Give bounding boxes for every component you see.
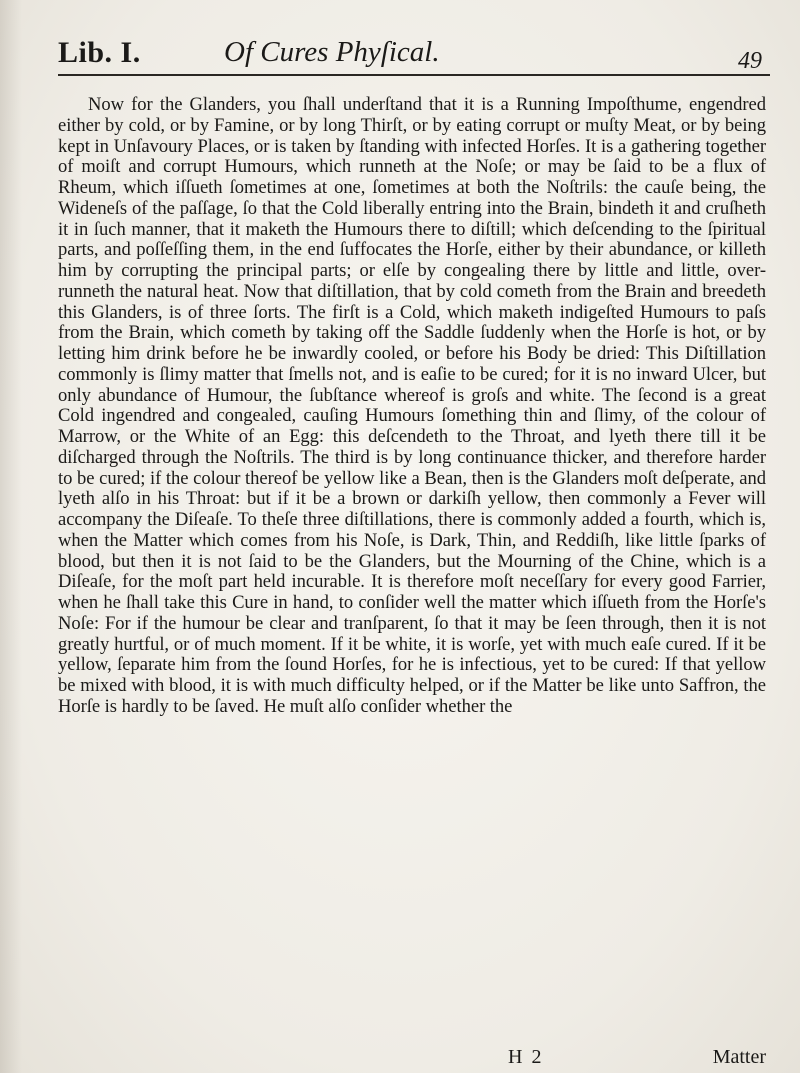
book-label: Lib. I.	[58, 36, 141, 69]
page-title: Of Cures Phyſical.	[224, 36, 440, 68]
page-footer	[58, 1046, 770, 1070]
signature-mark: H 2	[508, 1046, 544, 1068]
page-header	[58, 36, 770, 76]
header-rule	[58, 74, 770, 76]
page-number: 49	[738, 48, 762, 74]
body-paragraph: Now for the Glanders, you ſhall underſtand that it is a Running Impoſthume, engendred either by cold, or by Famine, or by long Thirſt, or by eating corrupt or muſty Meat, or by being kept in Unſavoury Places, or is taken by ſtanding with infected Horſes. It is a gathering together of moiſt and corrupt Humours, which runneth at the Noſe; or may be ſaid to be a flux of Rheum, which iſſueth ſometimes at one, ſometimes at both the Noſtrils: the cauſe being, the Wideneſs of the paſſage, ſo that the Cold liberally entring into the Brain, bindeth it and cruſheth it in ſuch manner, that it maketh the Humours there to diſtill; which deſcending to the ſpiritual parts, and poſſeſſing them, in the end ſuffocates the Horſe, either by their abundance, or killeth him by corrupting the principal parts; or elſe by congealing there by little and little, over-runneth the natural heat. Now that diſtillation, that by cold cometh from the Brain and breedeth this Glanders, is of three ſorts. The firſt is a Cold, which maketh indigeſted Humours to paſs from the Brain, which cometh by taking off the Saddle ſuddenly when the Horſe is hot, or by letting him drink before he be inwardly cooled, or before his Body be dried: This Diſtillation commonly is ſlimy matter that ſmells not, and is eaſie to be cured; for it is no inward Ulcer, but only abundance of Humour, the ſubſtance whereof is groſs and white. The ſecond is a great Cold ingendred and congealed, cauſing Humours ſomething thin and ſlimy, of the colour of Marrow, or the White of an Egg: this deſcendeth to the Throat, and lyeth there till it be diſcharged through the Noſtrils. The third is by long continuance thicker, and therefore harder to be cured; if the colour thereof be yellow like a Bean, then is the Glanders moſt deſperate, and lyeth alſo in his Throat: but if it be a brown or darkiſh yellow, then commonly a Fever will accompany the Diſeaſe. To theſe three diſtillations, there is commonly added a fourth, which is, when the Matter which comes from his Noſe, is Dark, Thin, and Reddiſh, like little ſparks of blood, but then it is not ſaid to be the Glanders, but the Mourning of the Chine, which is a Diſeaſe, for the moſt part held incurable. It is therefore moſt neceſſary for every good Farrier, when he ſhall take this Cure in hand, to conſider well the matter which iſſueth from the Horſe's Noſe: For if the humour be clear and tranſparent, ſo that it may be ſeen through, then it is not greatly hurtful, or of much moment. If it be white, it is worſe, yet with much eaſe cured. If it be yellow, ſeparate him from the ſound Horſes, for he is infectious, yet to be cured: If that yellow be mixed with blood, it is with much difficulty helped, or if the Matter be like unto Saffron, the Horſe is hardly to be ſaved. He muſt alſo conſider whether the	[58, 94, 766, 717]
catchword: Matter	[712, 1046, 766, 1068]
